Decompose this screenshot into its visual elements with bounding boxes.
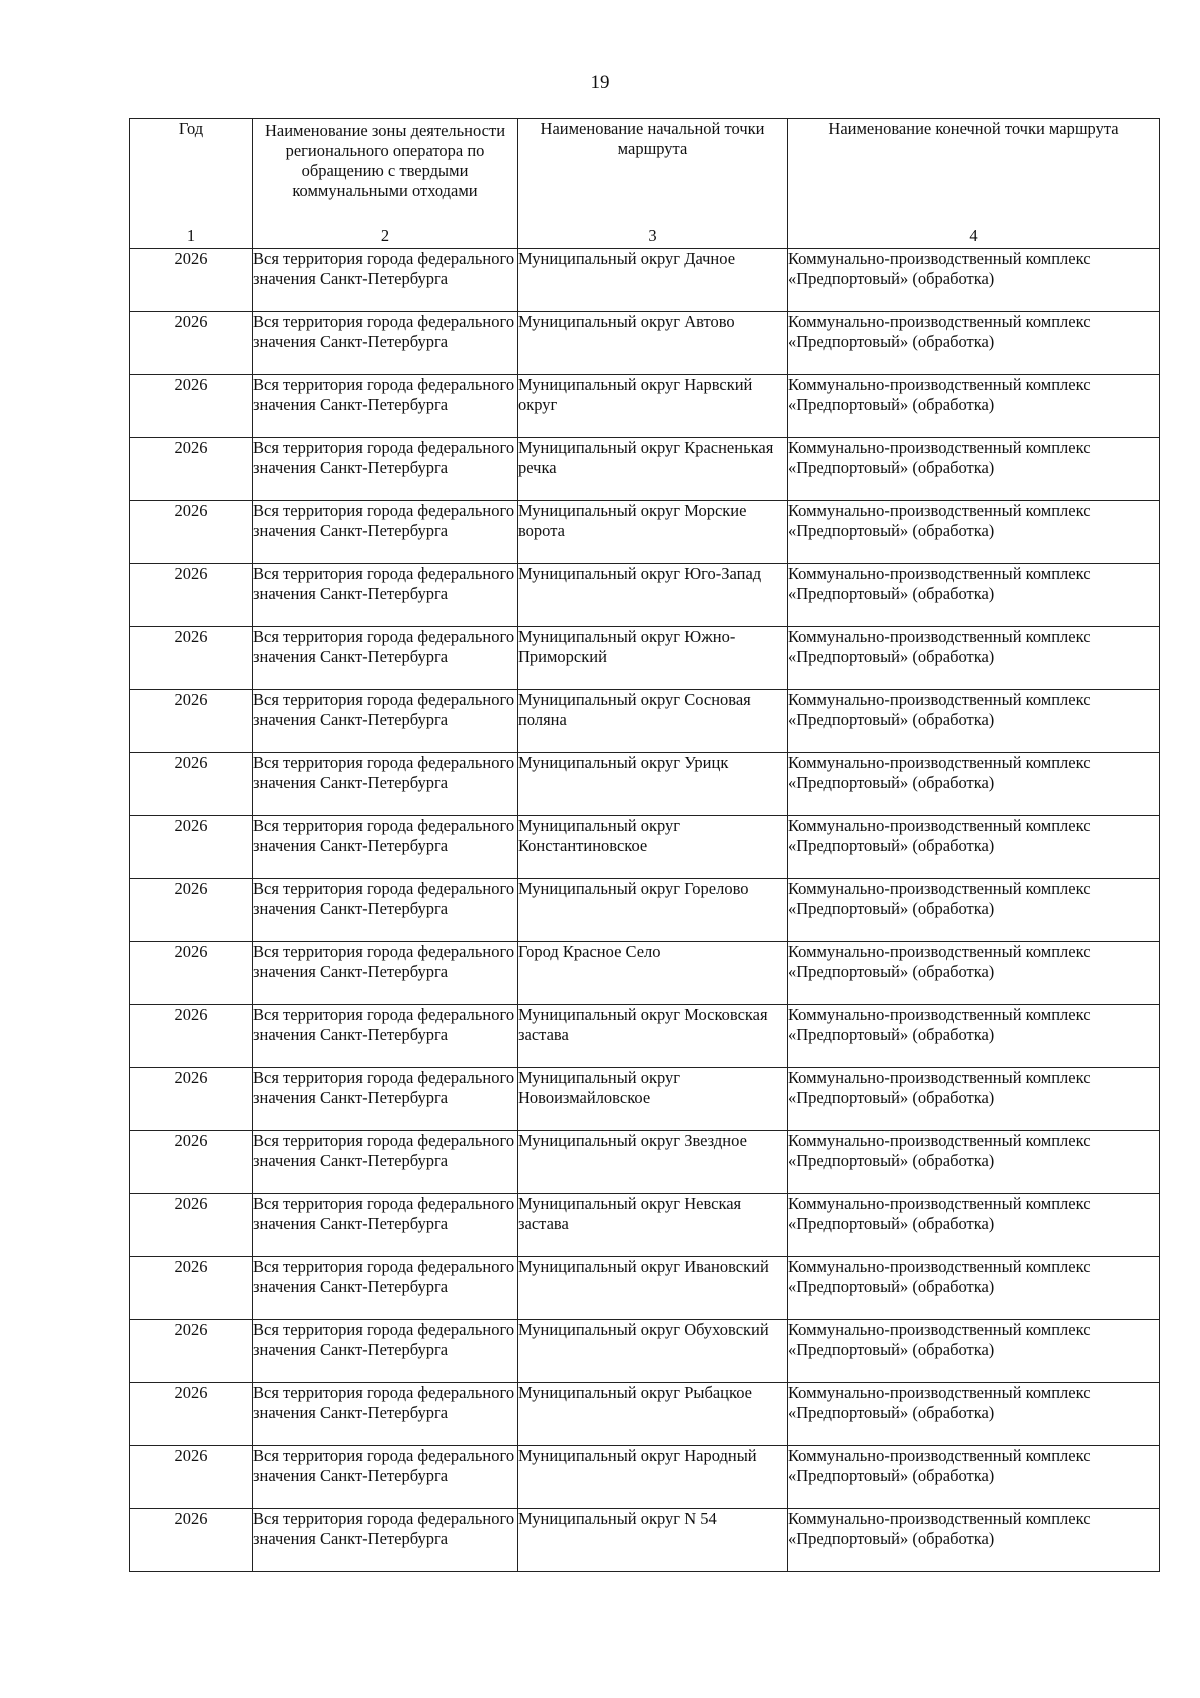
cell-year: 2026 [130, 879, 253, 942]
cell-start-point: Муниципальный округ Дачное [518, 249, 788, 312]
routes-table [129, 118, 1160, 1572]
cell-start-point: Муниципальный округ Нарвский округ [518, 375, 788, 438]
cell-start-point: Муниципальный округ Урицк [518, 753, 788, 816]
cell-start-point: Муниципальный округ Южно-Приморский [518, 627, 788, 690]
cell-end-point: Коммунально-производственный комплекс «Предпортовый» (обработка) [788, 1509, 1160, 1572]
page-number: 19 [590, 72, 610, 93]
cell-start-point: Муниципальный округ Московская застава [518, 1005, 788, 1068]
cell-end-point: Коммунально-производственный комплекс «Предпортовый» (обработка) [788, 1068, 1160, 1131]
cell-start-point: Муниципальный округ Красненькая речка [518, 438, 788, 501]
cell-end-point: Коммунально-производственный комплекс «Предпортовый» (обработка) [788, 1194, 1160, 1257]
header-zone: Наименование зоны деятельности регионального оператора по обращению с твердыми коммунальными отходами [253, 119, 518, 228]
cell-year: 2026 [130, 816, 253, 879]
table-row [130, 501, 1160, 564]
cell-end-point: Коммунально-производственный комплекс «Предпортовый» (обработка) [788, 879, 1160, 942]
table-row [130, 627, 1160, 690]
cell-end-point: Коммунально-производственный комплекс «Предпортовый» (обработка) [788, 1383, 1160, 1446]
column-number-row [130, 227, 1160, 249]
cell-zone: Вся территория города федерального значения Санкт-Петербурга [253, 942, 518, 1005]
column-number: 2 [253, 227, 518, 249]
table-row [130, 816, 1160, 879]
column-number: 3 [518, 227, 788, 249]
cell-zone: Вся территория города федерального значения Санкт-Петербурга [253, 690, 518, 753]
cell-year: 2026 [130, 1320, 253, 1383]
cell-end-point: Коммунально-производственный комплекс «Предпортовый» (обработка) [788, 438, 1160, 501]
cell-zone: Вся территория города федерального значения Санкт-Петербурга [253, 1320, 518, 1383]
cell-zone: Вся территория города федерального значения Санкт-Петербурга [253, 816, 518, 879]
cell-year: 2026 [130, 375, 253, 438]
table-row [130, 249, 1160, 312]
cell-year: 2026 [130, 690, 253, 753]
cell-start-point: Муниципальный округ Невская застава [518, 1194, 788, 1257]
cell-start-point: Муниципальный округ Сосновая поляна [518, 690, 788, 753]
table-row [130, 375, 1160, 438]
cell-end-point: Коммунально-производственный комплекс «Предпортовый» (обработка) [788, 564, 1160, 627]
cell-year: 2026 [130, 1068, 253, 1131]
cell-end-point: Коммунально-производственный комплекс «Предпортовый» (обработка) [788, 627, 1160, 690]
cell-year: 2026 [130, 438, 253, 501]
cell-end-point: Коммунально-производственный комплекс «Предпортовый» (обработка) [788, 1005, 1160, 1068]
table-row [130, 1068, 1160, 1131]
cell-zone: Вся территория города федерального значения Санкт-Петербурга [253, 564, 518, 627]
cell-start-point: Муниципальный округ Юго-Запад [518, 564, 788, 627]
table-row [130, 1320, 1160, 1383]
cell-end-point: Коммунально-производственный комплекс «Предпортовый» (обработка) [788, 753, 1160, 816]
cell-year: 2026 [130, 501, 253, 564]
cell-year: 2026 [130, 627, 253, 690]
cell-zone: Вся территория города федерального значения Санкт-Петербурга [253, 1005, 518, 1068]
cell-year: 2026 [130, 1509, 253, 1572]
cell-year: 2026 [130, 942, 253, 1005]
cell-year: 2026 [130, 1005, 253, 1068]
cell-zone: Вся территория города федерального значения Санкт-Петербурга [253, 501, 518, 564]
cell-start-point: Муниципальный округ Ивановский [518, 1257, 788, 1320]
table-row [130, 879, 1160, 942]
cell-start-point: Муниципальный округ Народный [518, 1446, 788, 1509]
table-row [130, 1131, 1160, 1194]
cell-end-point: Коммунально-производственный комплекс «Предпортовый» (обработка) [788, 1257, 1160, 1320]
cell-end-point: Коммунально-производственный комплекс «Предпортовый» (обработка) [788, 942, 1160, 1005]
cell-end-point: Коммунально-производственный комплекс «Предпортовый» (обработка) [788, 375, 1160, 438]
cell-zone: Вся территория города федерального значения Санкт-Петербурга [253, 1446, 518, 1509]
cell-zone: Вся территория города федерального значения Санкт-Петербурга [253, 312, 518, 375]
cell-year: 2026 [130, 312, 253, 375]
table-row [130, 1194, 1160, 1257]
cell-start-point: Муниципальный округ Звездное [518, 1131, 788, 1194]
cell-start-point: Муниципальный округ Рыбацкое [518, 1383, 788, 1446]
table-row [130, 753, 1160, 816]
table-row [130, 690, 1160, 753]
cell-zone: Вся территория города федерального значения Санкт-Петербурга [253, 627, 518, 690]
cell-start-point: Муниципальный округ Константиновское [518, 816, 788, 879]
cell-zone: Вся территория города федерального значения Санкт-Петербурга [253, 753, 518, 816]
cell-zone: Вся территория города федерального значения Санкт-Петербурга [253, 1131, 518, 1194]
table-row [130, 312, 1160, 375]
cell-year: 2026 [130, 249, 253, 312]
cell-start-point: Муниципальный округ Обуховский [518, 1320, 788, 1383]
column-number: 4 [788, 227, 1160, 249]
cell-zone: Вся территория города федерального значения Санкт-Петербурга [253, 1257, 518, 1320]
cell-zone: Вся территория города федерального значения Санкт-Петербурга [253, 438, 518, 501]
table-row [130, 564, 1160, 627]
table-row [130, 438, 1160, 501]
cell-year: 2026 [130, 1383, 253, 1446]
cell-zone: Вся территория города федерального значения Санкт-Петербурга [253, 249, 518, 312]
header-end-point: Наименование конечной точки маршрута [788, 119, 1160, 228]
header-year: Год [130, 119, 253, 228]
cell-start-point: Муниципальный округ Горелово [518, 879, 788, 942]
table-row [130, 1509, 1160, 1572]
cell-end-point: Коммунально-производственный комплекс «Предпортовый» (обработка) [788, 312, 1160, 375]
table-header [130, 119, 1160, 249]
cell-end-point: Коммунально-производственный комплекс «Предпортовый» (обработка) [788, 501, 1160, 564]
cell-end-point: Коммунально-производственный комплекс «Предпортовый» (обработка) [788, 690, 1160, 753]
table-body [130, 249, 1160, 1572]
table-row [130, 1383, 1160, 1446]
header-start-point: Наименование начальной точки маршрута [518, 119, 788, 228]
cell-year: 2026 [130, 564, 253, 627]
cell-end-point: Коммунально-производственный комплекс «Предпортовый» (обработка) [788, 1446, 1160, 1509]
cell-end-point: Коммунально-производственный комплекс «Предпортовый» (обработка) [788, 816, 1160, 879]
cell-start-point: Муниципальный округ Автово [518, 312, 788, 375]
cell-end-point: Коммунально-производственный комплекс «Предпортовый» (обработка) [788, 249, 1160, 312]
cell-year: 2026 [130, 1194, 253, 1257]
table-row [130, 942, 1160, 1005]
cell-year: 2026 [130, 1446, 253, 1509]
table-row [130, 1257, 1160, 1320]
cell-start-point: Муниципальный округ Морские ворота [518, 501, 788, 564]
table-row [130, 1005, 1160, 1068]
cell-start-point: Муниципальный округ Новоизмайловское [518, 1068, 788, 1131]
column-number: 1 [130, 227, 253, 249]
cell-zone: Вся территория города федерального значения Санкт-Петербурга [253, 1383, 518, 1446]
cell-year: 2026 [130, 1257, 253, 1320]
cell-year: 2026 [130, 1131, 253, 1194]
table-row [130, 1446, 1160, 1509]
cell-start-point: Город Красное Село [518, 942, 788, 1005]
header-row [130, 119, 1160, 228]
cell-end-point: Коммунально-производственный комплекс «Предпортовый» (обработка) [788, 1320, 1160, 1383]
cell-zone: Вся территория города федерального значения Санкт-Петербурга [253, 1068, 518, 1131]
cell-year: 2026 [130, 753, 253, 816]
cell-zone: Вся территория города федерального значения Санкт-Петербурга [253, 879, 518, 942]
cell-zone: Вся территория города федерального значения Санкт-Петербурга [253, 1509, 518, 1572]
cell-zone: Вся территория города федерального значения Санкт-Петербурга [253, 1194, 518, 1257]
cell-end-point: Коммунально-производственный комплекс «Предпортовый» (обработка) [788, 1131, 1160, 1194]
cell-start-point: Муниципальный округ N 54 [518, 1509, 788, 1572]
cell-zone: Вся территория города федерального значения Санкт-Петербурга [253, 375, 518, 438]
